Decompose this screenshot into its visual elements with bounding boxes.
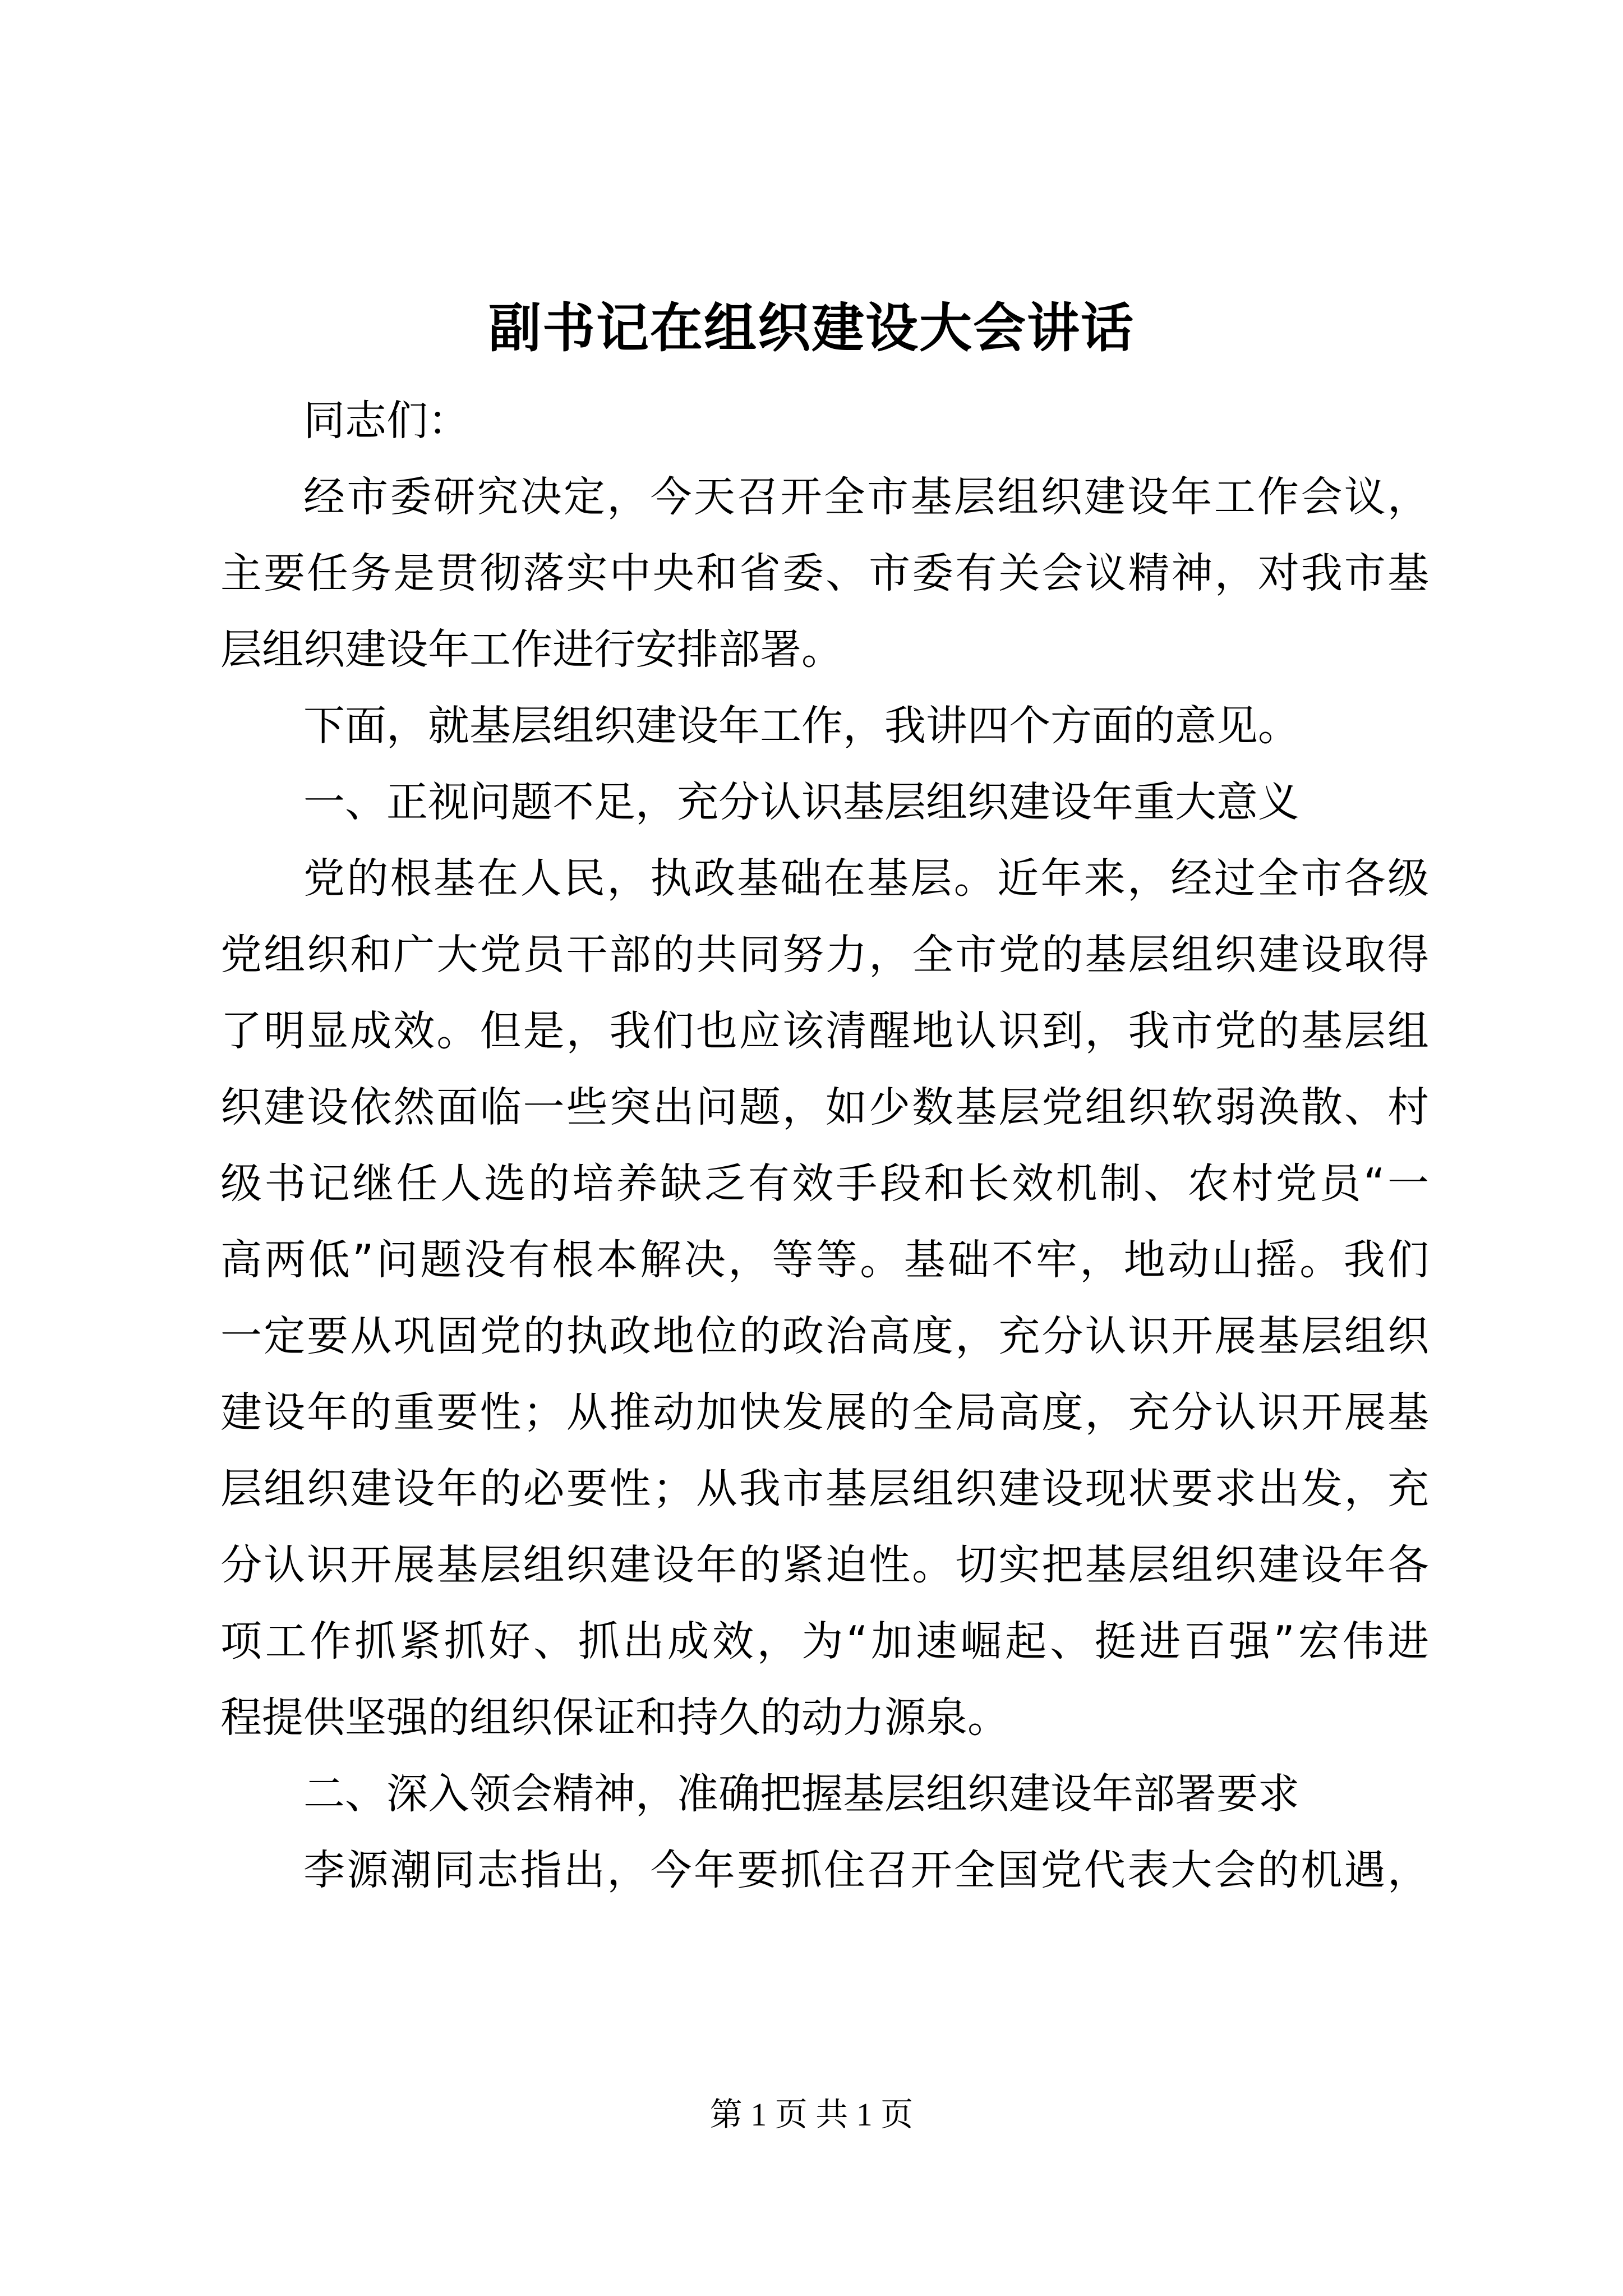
paragraph-line: 了明显成效。但是，我们也应该清醒地认识到，我市党的基层组 [220,1007,1429,1055]
paragraph-line: 党的根基在人民，执政基础在基层。近年来，经过全市各级 [303,854,1429,903]
paragraph-line: 一定要从巩固党的执政地位的政治高度，充分认识开展基层组织 [220,1312,1429,1360]
paragraph-line: 级书记继任人选的培养缺乏有效手段和长效机制、农村党员“一 [220,1159,1429,1208]
paragraph-line: 层组织建设年工作进行安排部署。 [220,625,843,674]
paragraph-line: 层组织建设年的必要性；从我市基层组织建设现状要求出发，充 [220,1465,1429,1513]
document-title: 副书记在组织建设大会讲话 [488,297,1135,359]
page-footer: 第 1 页 共 1 页 [709,2096,914,2133]
paragraph-line: 建设年的重要性；从推动加快发展的全局高度，充分认识开展基 [220,1388,1429,1437]
section-heading: 一、正视问题不足，充分认识基层组织建设年重大意义 [303,778,1299,826]
paragraph-line: 李源潮同志指出，今年要抓住召开全国党代表大会的机遇， [303,1846,1429,1894]
paragraph-line: 织建设依然面临一些突出问题，如少数基层党组织软弱涣散、村 [220,1083,1429,1131]
paragraph-line: 党组织和广大党员干部的共同努力，全市党的基层组织建设取得 [220,931,1429,979]
paragraph-line: 经市委研究决定，今天召开全市基层组织建设年工作会议， [303,473,1429,521]
paragraph-line: 分认识开展基层组织建设年的紧迫性。切实把基层组织建设年各 [220,1541,1429,1589]
paragraph-line: 下面，就基层组织建设年工作，我讲四个方面的意见。 [303,702,1299,750]
greeting-line: 同志们： [303,397,469,445]
section-heading: 二、深入领会精神，准确把握基层组织建设年部署要求 [303,1770,1299,1818]
paragraph-line: 项工作抓紧抓好、抓出成效，为“加速崛起、挺进百强”宏伟进 [220,1617,1429,1665]
paragraph-line: 程提供坚强的组织保证和持久的动力源泉。 [220,1694,1009,1742]
paragraph-line: 高两低”问题没有根本解决，等等。基础不牢，地动山摇。我们 [220,1236,1429,1284]
paragraph-line: 主要任务是贯彻落实中央和省委、市委有关会议精神，对我市基 [220,549,1429,597]
